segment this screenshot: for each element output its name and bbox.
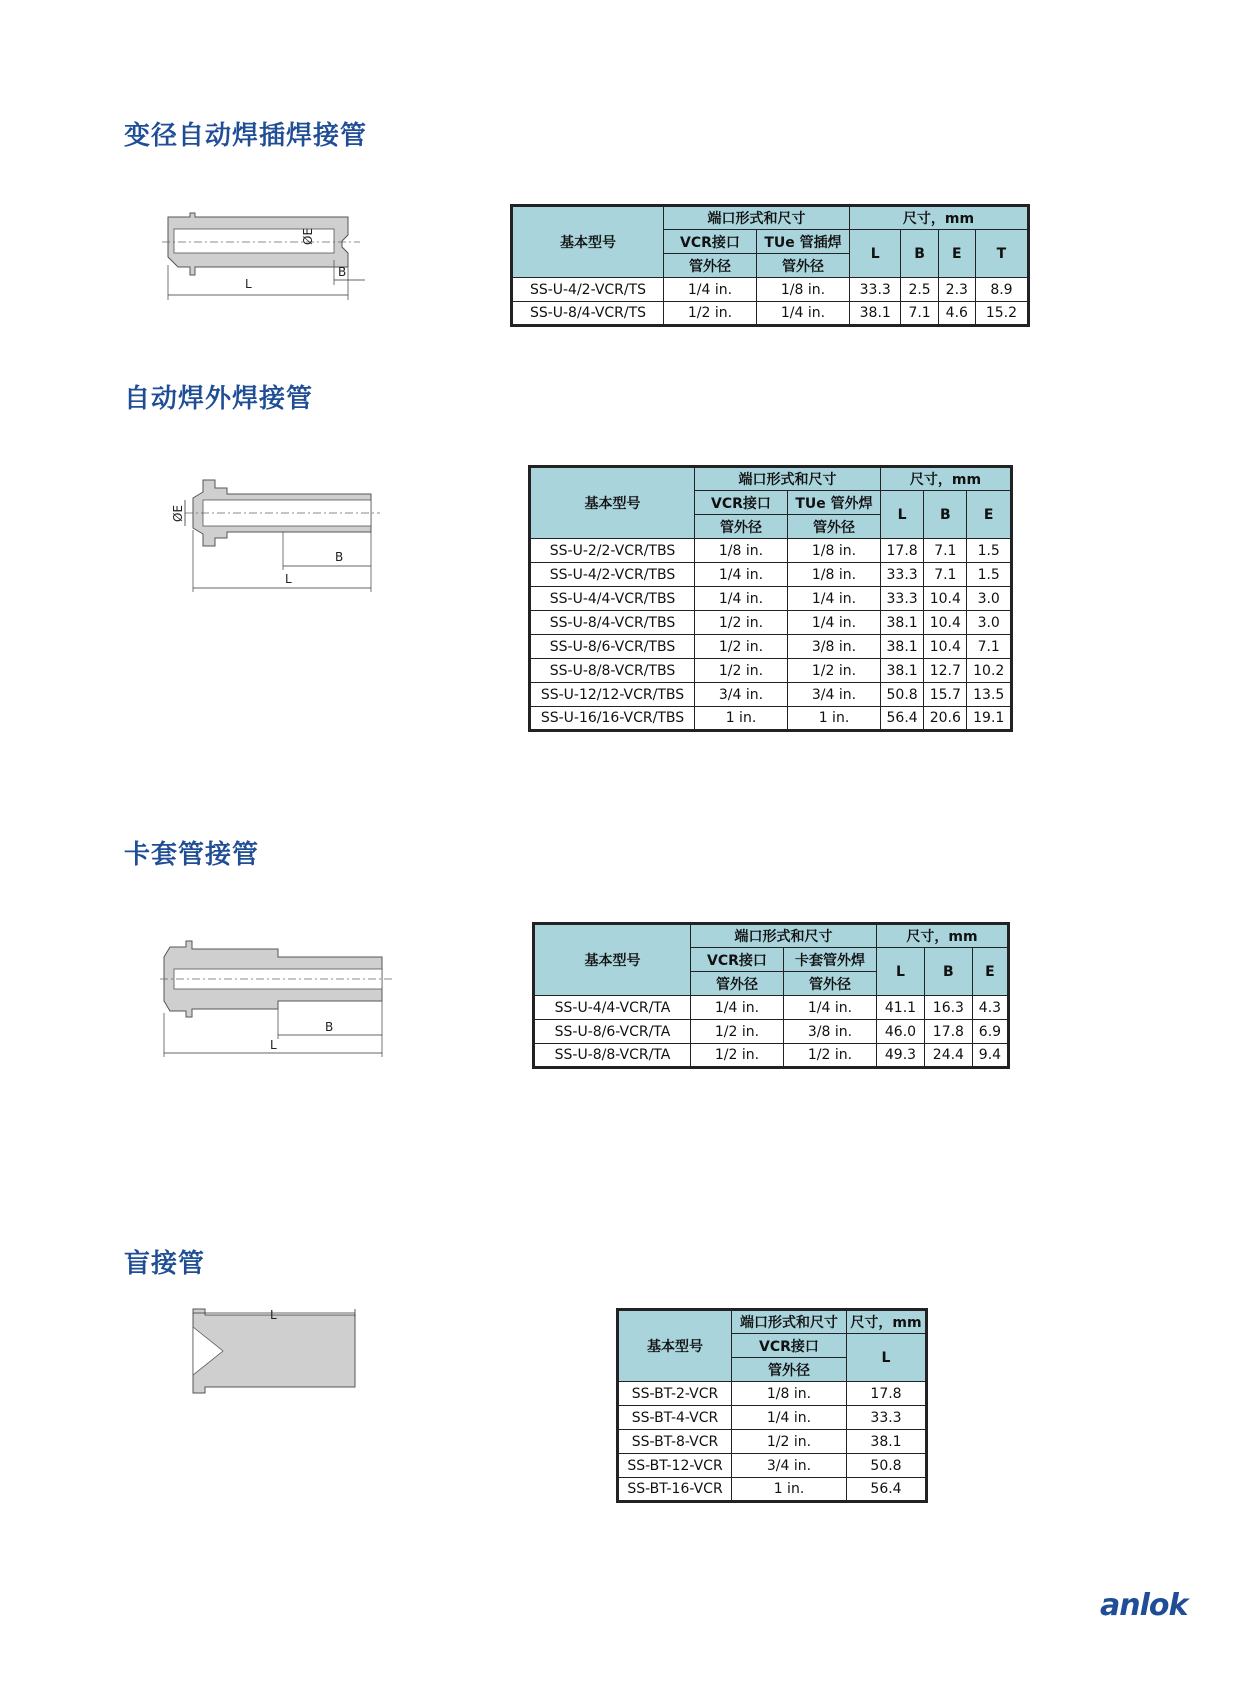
cell: 2.3	[938, 278, 975, 302]
header-port-sub: 管外径	[788, 515, 881, 539]
cell: 3/8 in.	[788, 635, 881, 659]
cell: 1/2 in.	[784, 1044, 877, 1068]
cell: 12.7	[924, 659, 967, 683]
cell: 1/4 in.	[695, 587, 788, 611]
table-row	[618, 1478, 927, 1502]
dim-label-e: ØE	[301, 227, 315, 245]
cell: 24.4	[924, 1044, 972, 1068]
cell: 1/4 in.	[695, 563, 788, 587]
header-port-group: 端口形式和尺寸	[664, 206, 850, 230]
cell: SS-U-8/8-VCR/TBS	[530, 659, 695, 683]
fitting-drawing-tbs	[171, 470, 390, 600]
cell: 1 in.	[695, 707, 788, 731]
cell: 1 in.	[788, 707, 881, 731]
section-title: 自动焊外焊接管	[124, 384, 314, 414]
cell: 17.8	[881, 539, 924, 563]
cell: 1.5	[967, 539, 1012, 563]
table-row	[530, 683, 1012, 707]
cell: 50.8	[847, 1454, 927, 1478]
cell: SS-U-8/6-VCR/TA	[534, 1020, 691, 1044]
cell: SS-BT-4-VCR	[618, 1406, 732, 1430]
cell: 1/2 in.	[695, 659, 788, 683]
table-row	[530, 539, 1012, 563]
cell: 50.8	[881, 683, 924, 707]
dim-label-b: B	[325, 1020, 334, 1034]
brand-logo: anlok	[1100, 1588, 1188, 1623]
fitting-drawing-reducing-ts	[160, 205, 390, 310]
header-dim-col: T	[975, 230, 1028, 278]
section-title: 盲接管	[124, 1249, 206, 1279]
table-row	[534, 996, 1009, 1020]
dim-label-e: ØE	[171, 504, 185, 522]
cell: SS-U-12/12-VCR/TBS	[530, 683, 695, 707]
cell: SS-U-8/4-VCR/TS	[512, 302, 664, 326]
header-dim-group: 尺寸，mm	[881, 467, 1012, 491]
header-port-sub: 管外径	[784, 972, 877, 996]
cell: 10.2	[967, 659, 1012, 683]
section-title: 卡套管接管	[124, 840, 260, 870]
fitting-drawing-ta	[160, 935, 395, 1060]
header-dim-col: L	[881, 491, 924, 539]
header-dim-col: L	[847, 1334, 927, 1382]
table-row	[618, 1406, 927, 1430]
cell: SS-U-4/4-VCR/TBS	[530, 587, 695, 611]
table-row	[534, 1044, 1009, 1068]
cell: SS-BT-8-VCR	[618, 1430, 732, 1454]
header-port-group: 端口形式和尺寸	[695, 467, 881, 491]
header-port-group: 端口形式和尺寸	[691, 924, 877, 948]
cell: 4.3	[972, 996, 1008, 1020]
cell: 33.3	[847, 1406, 927, 1430]
table-row	[618, 1454, 927, 1478]
cell: 9.4	[972, 1044, 1008, 1068]
cell: 3/8 in.	[784, 1020, 877, 1044]
cell: 10.4	[924, 635, 967, 659]
cell: SS-U-4/2-VCR/TBS	[530, 563, 695, 587]
cell: 17.8	[847, 1382, 927, 1406]
cell: 56.4	[881, 707, 924, 731]
cell: 56.4	[847, 1478, 927, 1502]
dim-label-l: L	[285, 572, 292, 586]
dim-label-b: B	[335, 550, 344, 564]
cell: 7.1	[924, 539, 967, 563]
cell: 1/4 in.	[788, 587, 881, 611]
header-dim-col: B	[924, 491, 967, 539]
table-row	[530, 659, 1012, 683]
header-port-col: VCR接口	[691, 948, 784, 972]
spec-table-ta	[532, 922, 1010, 1069]
header-model: 基本型号	[512, 206, 664, 278]
cell: 19.1	[967, 707, 1012, 731]
cell: SS-U-8/6-VCR/TBS	[530, 635, 695, 659]
header-port-col: TUe 管插焊	[757, 230, 850, 254]
cell: 3.0	[967, 611, 1012, 635]
dim-label-l: L	[245, 277, 252, 291]
cell: 7.1	[901, 302, 938, 326]
cell: 1 in.	[732, 1478, 847, 1502]
cell: SS-U-8/8-VCR/TA	[534, 1044, 691, 1068]
dim-label-l: L	[270, 1038, 277, 1052]
cell: 10.4	[924, 611, 967, 635]
cell: 6.9	[972, 1020, 1008, 1044]
header-dim-col: L	[877, 948, 925, 996]
spec-table-reducing-ts	[510, 204, 1030, 327]
header-port-sub: 管外径	[691, 972, 784, 996]
header-port-col: VCR接口	[664, 230, 757, 254]
section-title: 变径自动焊插焊接管	[124, 121, 368, 151]
header-dim-group: 尺寸，mm	[877, 924, 1009, 948]
cell: 41.1	[877, 996, 925, 1020]
header-port-sub: 管外径	[757, 254, 850, 278]
cell: 13.5	[967, 683, 1012, 707]
spec-table-tbs	[528, 465, 1013, 732]
cell: 1/2 in.	[691, 1044, 784, 1068]
cell: 1/2 in.	[732, 1430, 847, 1454]
cell: 1.5	[967, 563, 1012, 587]
cell: 1/2 in.	[695, 635, 788, 659]
cell: SS-U-16/16-VCR/TBS	[530, 707, 695, 731]
cell: 33.3	[881, 587, 924, 611]
cell: 1/4 in.	[784, 996, 877, 1020]
cell: 33.3	[881, 563, 924, 587]
header-port-col: 卡套管外焊	[784, 948, 877, 972]
header-dim-col: B	[901, 230, 938, 278]
header-dim-col: E	[967, 491, 1012, 539]
table-row	[534, 1020, 1009, 1044]
cell: SS-U-8/4-VCR/TBS	[530, 611, 695, 635]
cell: 3/4 in.	[695, 683, 788, 707]
header-port-group: 端口形式和尺寸	[732, 1310, 847, 1334]
cell: 1/2 in.	[788, 659, 881, 683]
cell: SS-U-4/4-VCR/TA	[534, 996, 691, 1020]
cell: 46.0	[877, 1020, 925, 1044]
table-row	[530, 587, 1012, 611]
table-row	[618, 1382, 927, 1406]
header-port-col: TUe 管外焊	[788, 491, 881, 515]
header-port-col: VCR接口	[695, 491, 788, 515]
header-dim-col: L	[850, 230, 901, 278]
dim-label-b: B	[338, 265, 347, 279]
cell: 7.1	[924, 563, 967, 587]
header-model: 基本型号	[618, 1310, 732, 1382]
cell: SS-BT-2-VCR	[618, 1382, 732, 1406]
cell: 10.4	[924, 587, 967, 611]
cell: SS-U-2/2-VCR/TBS	[530, 539, 695, 563]
cell: 38.1	[881, 611, 924, 635]
cell: 49.3	[877, 1044, 925, 1068]
cell: 33.3	[850, 278, 901, 302]
header-port-col: VCR接口	[732, 1334, 847, 1358]
cell: 1/8 in.	[695, 539, 788, 563]
cell: 38.1	[881, 635, 924, 659]
cell: 1/2 in.	[691, 1020, 784, 1044]
table-row	[512, 278, 1029, 302]
cell: 3.0	[967, 587, 1012, 611]
cell: SS-BT-12-VCR	[618, 1454, 732, 1478]
header-model: 基本型号	[530, 467, 695, 539]
table-row	[530, 707, 1012, 731]
cell: 38.1	[850, 302, 901, 326]
fitting-drawing-blind	[185, 1305, 365, 1405]
cell: 1/8 in.	[788, 539, 881, 563]
cell: 1/4 in.	[664, 278, 757, 302]
header-model: 基本型号	[534, 924, 691, 996]
cell: 1/4 in.	[788, 611, 881, 635]
cell: 4.6	[938, 302, 975, 326]
table-row	[512, 302, 1029, 326]
table-row	[618, 1430, 927, 1454]
cell: 1/4 in.	[757, 302, 850, 326]
cell: 38.1	[847, 1430, 927, 1454]
cell: SS-BT-16-VCR	[618, 1478, 732, 1502]
cell: 8.9	[975, 278, 1028, 302]
cell: 15.2	[975, 302, 1028, 326]
header-dim-col: E	[972, 948, 1008, 996]
header-dim-col: B	[924, 948, 972, 996]
header-port-sub: 管外径	[695, 515, 788, 539]
dim-label-l: L	[270, 1308, 277, 1322]
cell: 1/2 in.	[664, 302, 757, 326]
cell: 38.1	[881, 659, 924, 683]
header-dim-group: 尺寸，mm	[850, 206, 1029, 230]
cell: 3/4 in.	[788, 683, 881, 707]
cell: 15.7	[924, 683, 967, 707]
cell: 1/2 in.	[695, 611, 788, 635]
header-port-sub: 管外径	[664, 254, 757, 278]
table-row	[530, 611, 1012, 635]
table-row	[530, 563, 1012, 587]
header-dim-col: E	[938, 230, 975, 278]
cell: 17.8	[924, 1020, 972, 1044]
cell: 16.3	[924, 996, 972, 1020]
cell: 3/4 in.	[732, 1454, 847, 1478]
header-port-sub: 管外径	[732, 1358, 847, 1382]
cell: 1/4 in.	[732, 1406, 847, 1430]
cell: 1/8 in.	[757, 278, 850, 302]
header-dim-group: 尺寸，mm	[847, 1310, 927, 1334]
cell: SS-U-4/2-VCR/TS	[512, 278, 664, 302]
cell: 1/8 in.	[788, 563, 881, 587]
table-row	[530, 635, 1012, 659]
spec-table-blind	[616, 1308, 928, 1503]
cell: 20.6	[924, 707, 967, 731]
cell: 2.5	[901, 278, 938, 302]
cell: 7.1	[967, 635, 1012, 659]
cell: 1/8 in.	[732, 1382, 847, 1406]
cell: 1/4 in.	[691, 996, 784, 1020]
